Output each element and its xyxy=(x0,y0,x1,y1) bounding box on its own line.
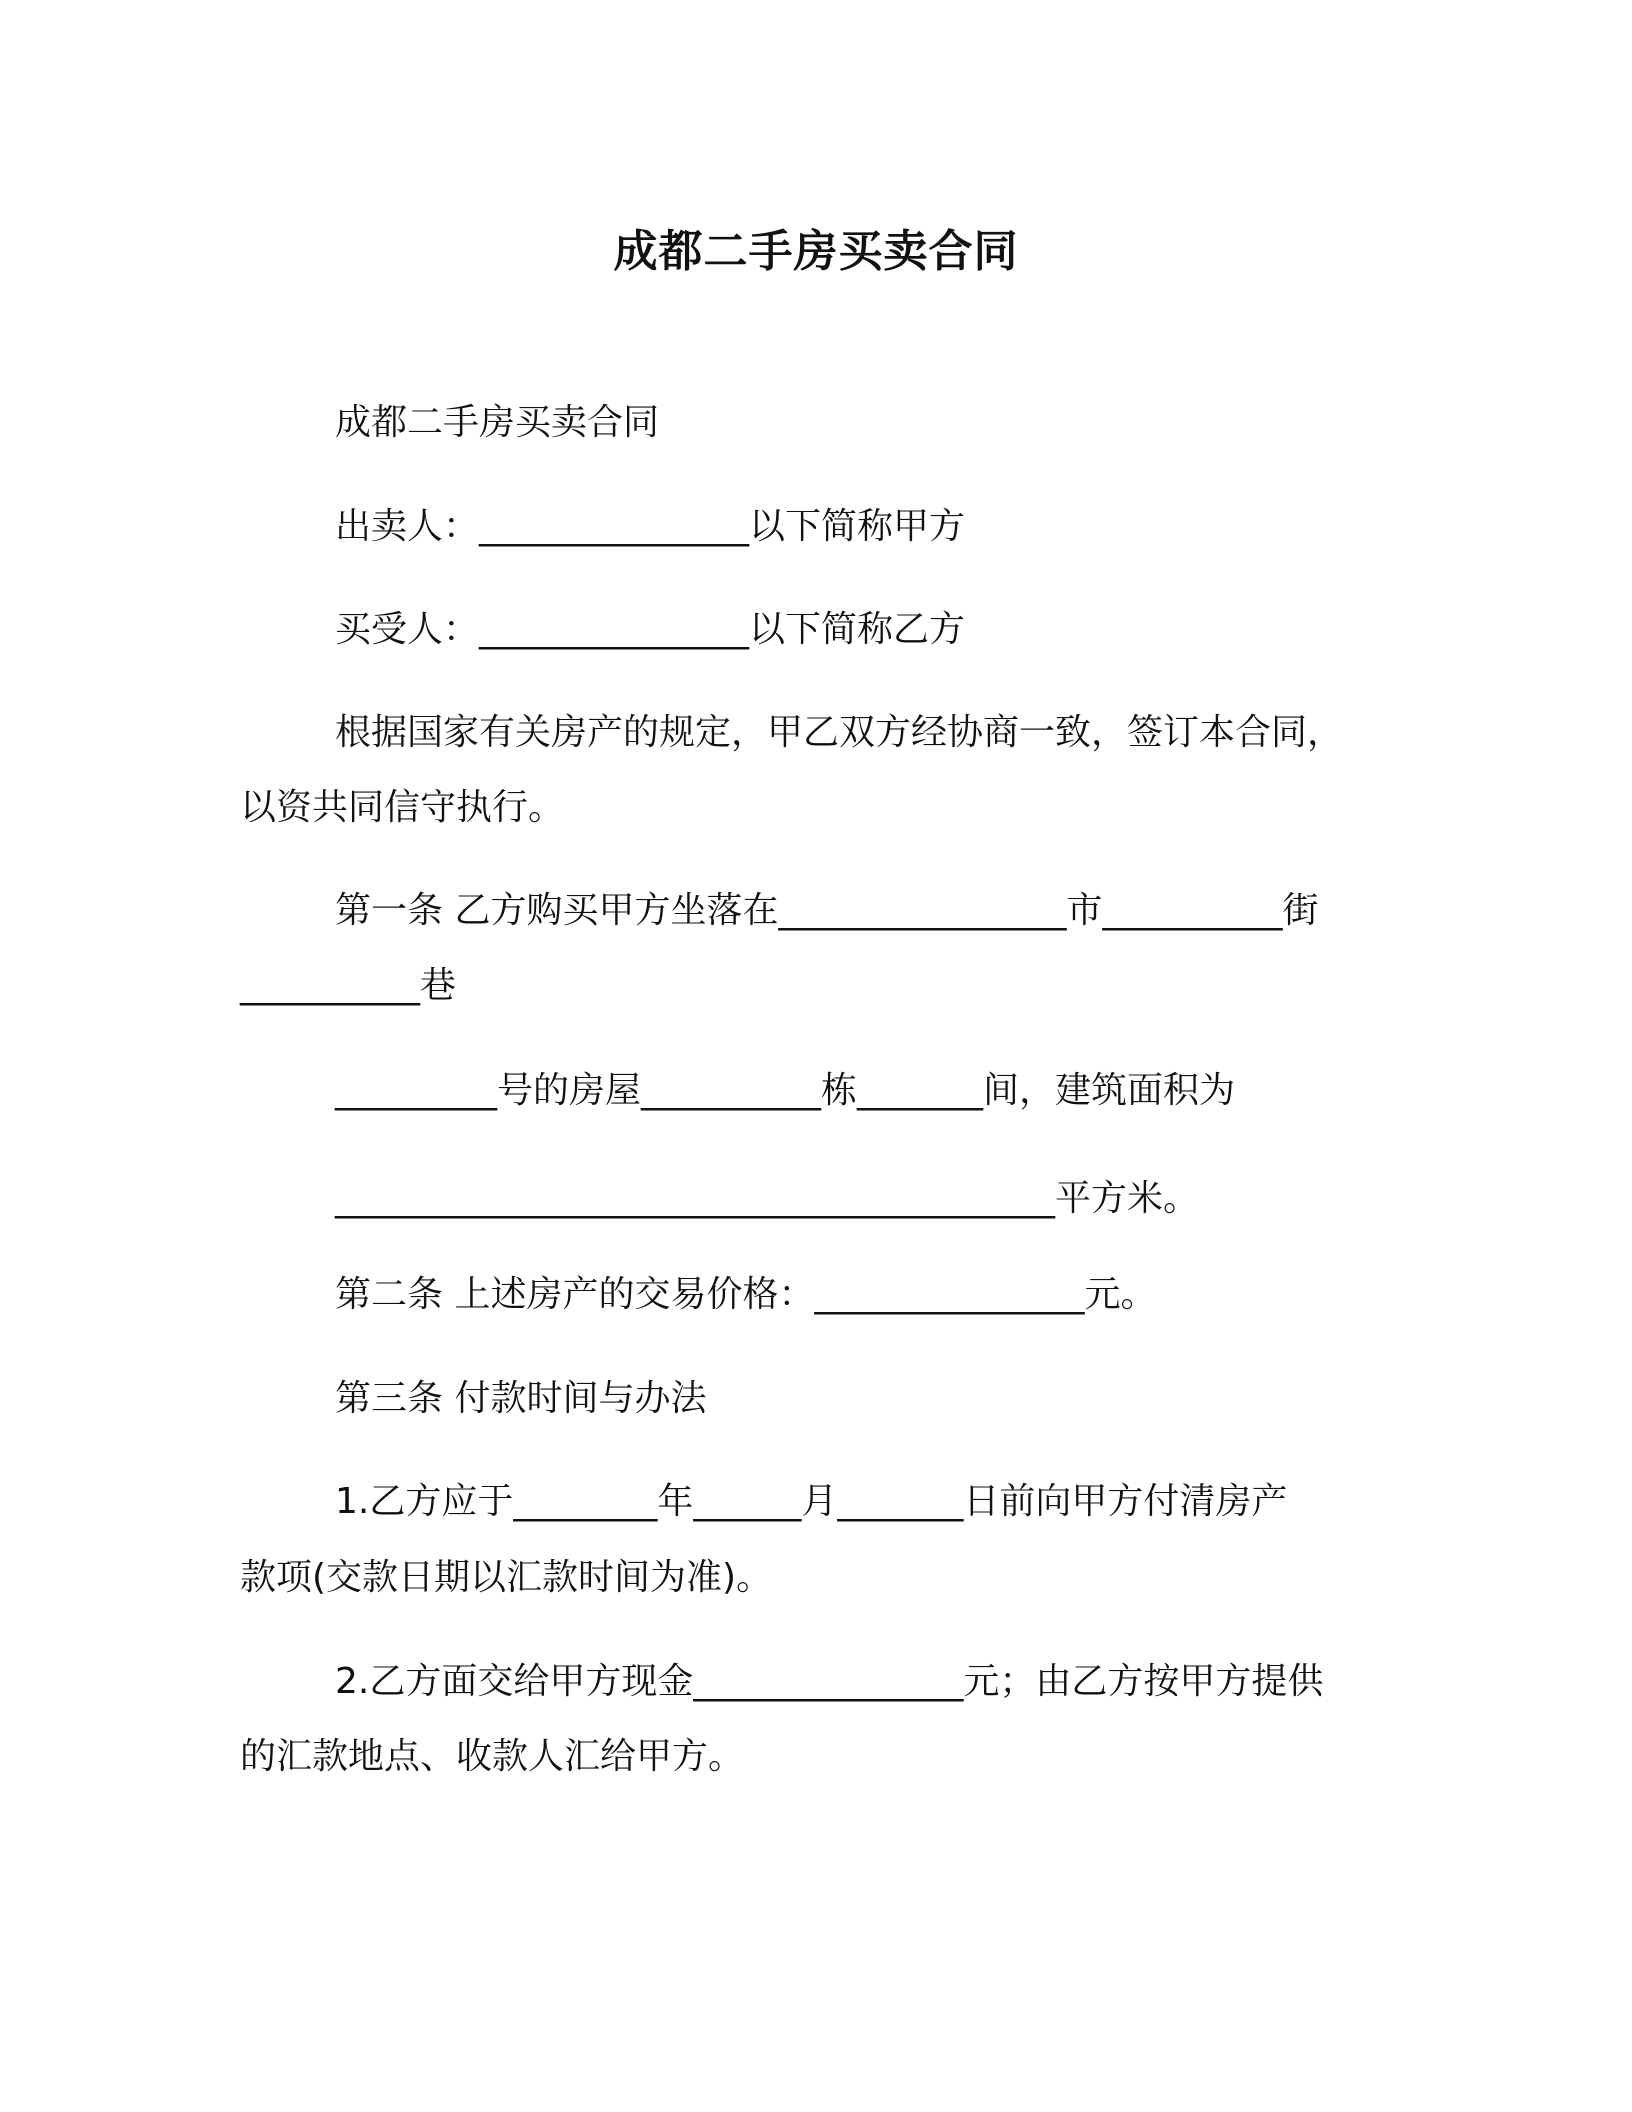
article-2-line: 第二条 上述房产的交易价格：_______________元。 xyxy=(335,1274,1157,1315)
article-1-line-1: 第一条 乙方购买甲方坐落在________________市__________街 xyxy=(335,890,1319,931)
article-3-item-1-line-1: 1.乙方应于________年______月_______日前向甲方付清房产 xyxy=(335,1481,1288,1522)
article-3-item-2-line-1: 2.乙方面交给甲方现金_______________元；由乙方按甲方提供 xyxy=(335,1661,1324,1702)
document-title: 成都二手房买卖合同 xyxy=(613,226,1019,277)
article-1-line-2: __________巷 xyxy=(240,965,457,1006)
buyer-line: 买受人：_______________以下简称乙方 xyxy=(335,609,966,650)
article-3-item-1-line-2: 款项(交款日期以汇款时间为准)。 xyxy=(240,1557,773,1598)
preamble-line-1: 根据国家有关房产的规定，甲乙双方经协商一致，签订本合同， xyxy=(335,712,1344,753)
article-1-line-3: _________号的房屋__________栋_______间，建筑面积为 xyxy=(335,1070,1236,1111)
subtitle-line: 成都二手房买卖合同 xyxy=(335,402,660,443)
preamble-line-2: 以资共同信守执行。 xyxy=(240,787,565,828)
article-3-item-2-line-2: 的汇款地点、收款人汇给甲方。 xyxy=(240,1736,745,1777)
article-1-line-4: ________________________________________平方米。 xyxy=(335,1178,1200,1219)
article-3-heading: 第三条 付款时间与办法 xyxy=(335,1378,707,1419)
seller-line: 出卖人：_______________以下简称甲方 xyxy=(335,506,966,547)
